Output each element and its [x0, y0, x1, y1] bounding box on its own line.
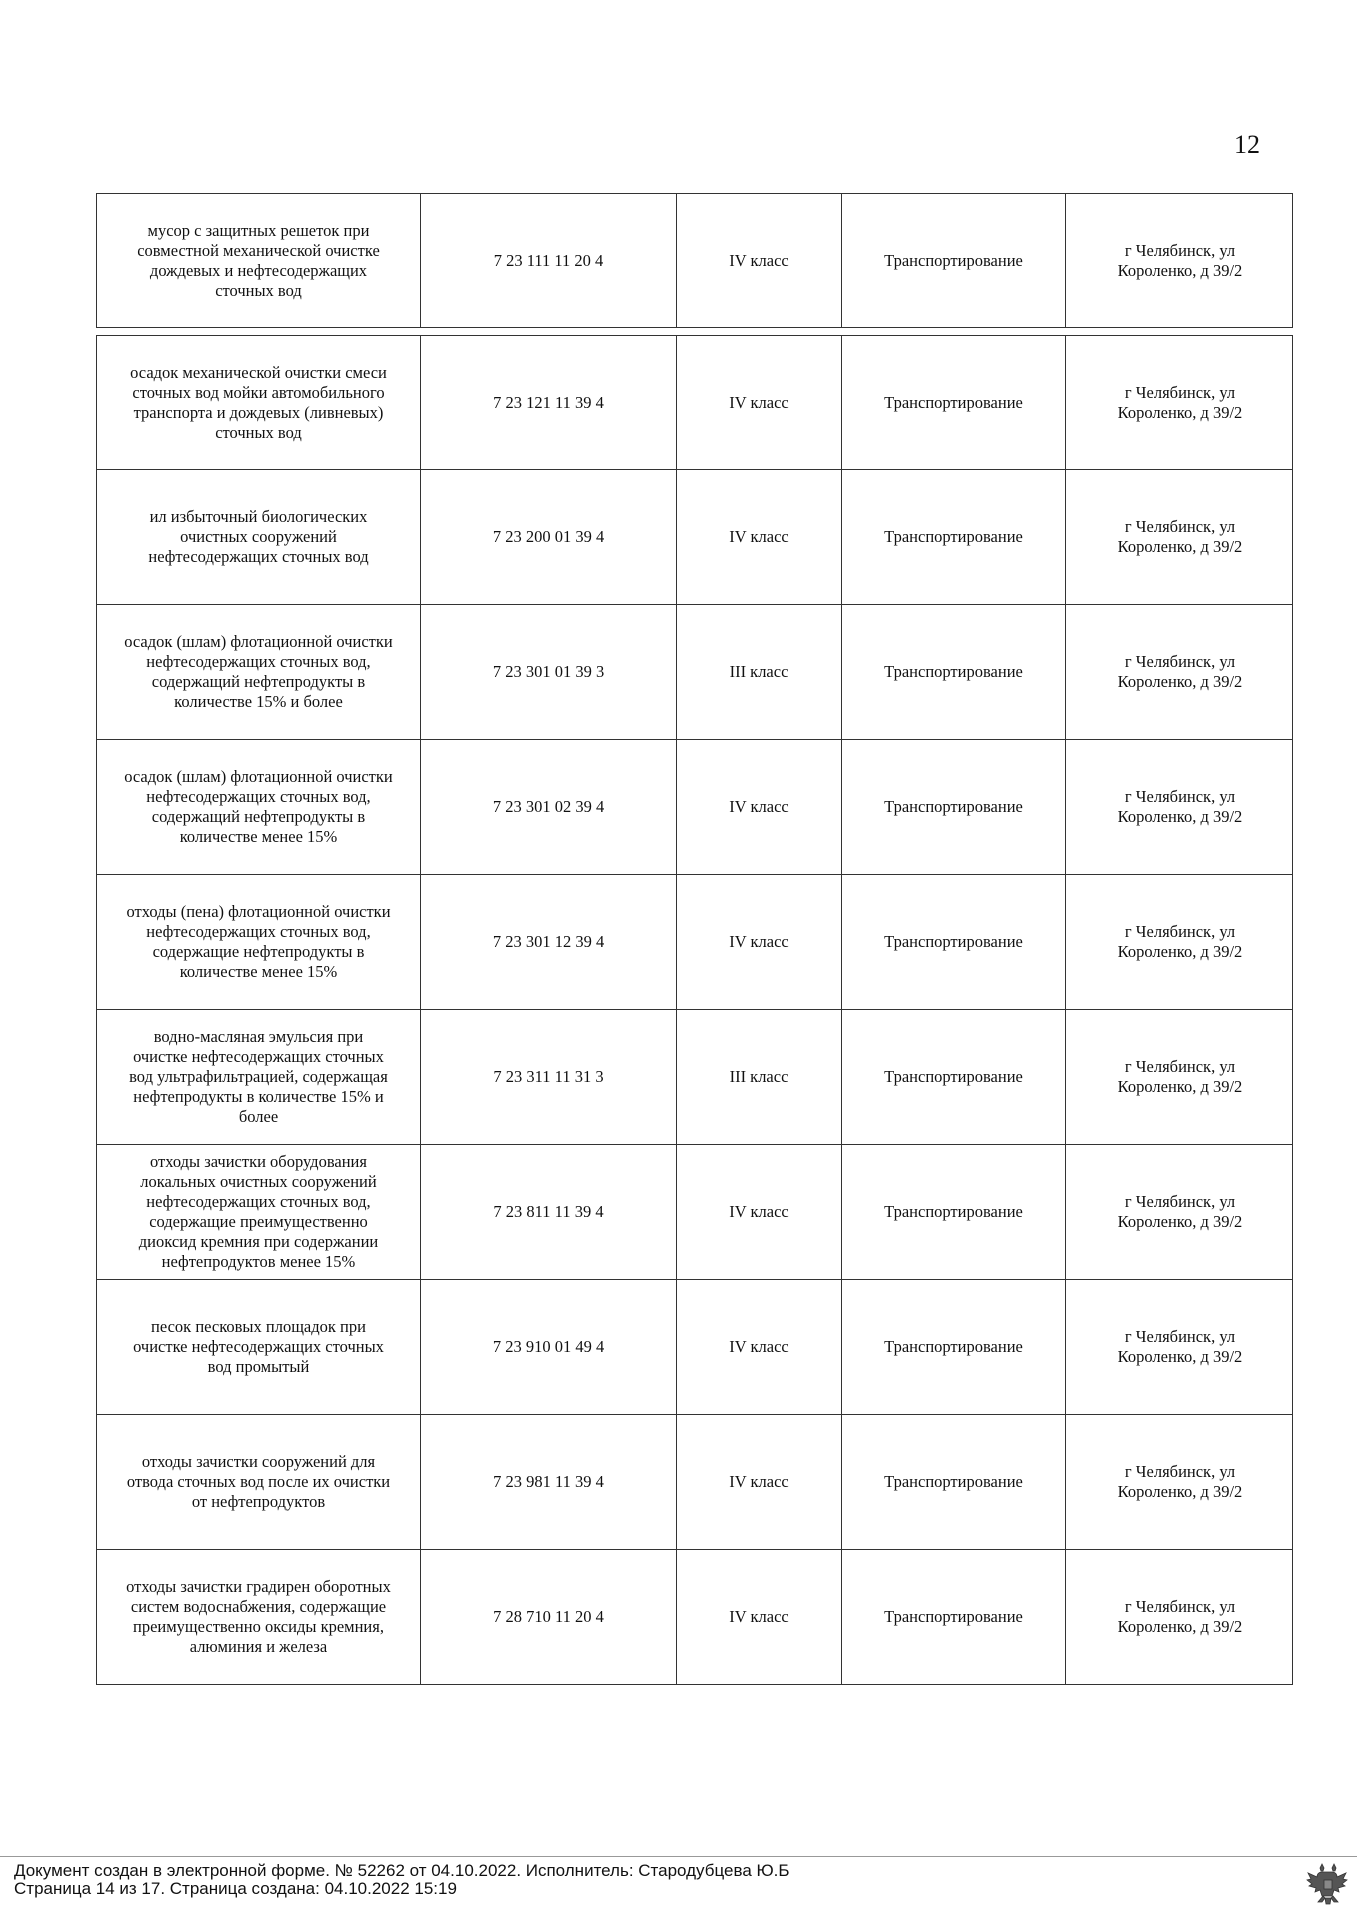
- table-row: [96, 605, 1293, 740]
- waste-name-cell: отходы зачистки градирен оборотных систем водоснабжения, содержащие преимущественно оксиды кремния, алюминия и железа: [97, 1550, 421, 1684]
- table-row: [96, 193, 1293, 328]
- hazard-class-cell: IV класс: [677, 1415, 842, 1549]
- table-row: [96, 470, 1293, 605]
- address-cell: г Челябинск, ул Короленко, д 39/2: [1117, 1327, 1243, 1366]
- table-row: [96, 1010, 1293, 1145]
- waste-name-cell: отходы (пена) флотационной очистки нефтесодержащих сточных вод, содержащие нефтепродукты в количестве менее 15%: [97, 875, 421, 1009]
- table-row: [96, 335, 1293, 470]
- table-row: [96, 1415, 1293, 1550]
- hazard-class-cell: IV класс: [677, 336, 842, 469]
- waste-code-cell: 7 23 811 11 39 4: [421, 1145, 677, 1279]
- hazard-class-cell: IV класс: [677, 1280, 842, 1414]
- waste-code-cell: 7 23 200 01 39 4: [421, 470, 677, 604]
- hazard-class-cell: IV класс: [677, 1145, 842, 1279]
- hazard-class-cell: IV класс: [677, 875, 842, 1009]
- hazard-class-cell: III класс: [677, 605, 842, 739]
- activity-cell: Транспортирование: [842, 1145, 1066, 1279]
- footer-divider: [0, 1856, 1357, 1857]
- activity-cell: Транспортирование: [842, 1280, 1066, 1414]
- table-row: [96, 740, 1293, 875]
- waste-name-cell: мусор с защитных решеток при совместной механической очистке дождевых и нефтесодержащих сточных вод: [97, 194, 421, 327]
- waste-code-cell: 7 23 301 02 39 4: [421, 740, 677, 874]
- activity-cell: Транспортирование: [842, 1415, 1066, 1549]
- address-cell: г Челябинск, ул Короленко, д 39/2: [1117, 1462, 1243, 1501]
- waste-name-cell: ил избыточный биологических очистных сооружений нефтесодержащих сточных вод: [97, 470, 421, 604]
- activity-cell: Транспортирование: [842, 194, 1066, 327]
- table-row: [96, 1145, 1293, 1280]
- hazard-class-cell: IV класс: [677, 194, 842, 327]
- waste-code-cell: 7 28 710 11 20 4: [421, 1550, 677, 1684]
- waste-code-cell: 7 23 311 11 31 3: [421, 1010, 677, 1144]
- address-cell: г Челябинск, ул Короленко, д 39/2: [1117, 787, 1243, 826]
- address-cell: г Челябинск, ул Короленко, д 39/2: [1117, 240, 1243, 280]
- document-footer: [14, 1862, 790, 1898]
- activity-cell: Транспортирование: [842, 1550, 1066, 1684]
- address-cell: г Челябинск, ул Короленко, д 39/2: [1117, 1597, 1243, 1636]
- address-cell: г Челябинск, ул Короленко, д 39/2: [1117, 1057, 1243, 1096]
- hazard-class-cell: III класс: [677, 1010, 842, 1144]
- waste-code-cell: 7 23 910 01 49 4: [421, 1280, 677, 1414]
- activity-cell: Транспортирование: [842, 470, 1066, 604]
- waste-code-cell: 7 23 121 11 39 4: [421, 336, 677, 469]
- table-row: [96, 1280, 1293, 1415]
- table-row: [96, 875, 1293, 1010]
- waste-code-cell: 7 23 301 01 39 3: [421, 605, 677, 739]
- table-row: [96, 1550, 1293, 1685]
- waste-name-cell: отходы зачистки оборудования локальных очистных сооружений нефтесодержащих сточных вод, содержащие преимущественно диоксид кремния при содержании нефтепродуктов менее 15%: [97, 1145, 421, 1279]
- waste-name-cell: водно-масляная эмульсия при очистке нефтесодержащих сточных вод ультрафильтрацией, содержащая нефтепродукты в количестве 15% и более: [97, 1010, 421, 1144]
- waste-name-cell: осадок механической очистки смеси сточных вод мойки автомобильного транспорта и дождевых (ливневых) сточных вод: [97, 336, 421, 469]
- hazard-class-cell: IV класс: [677, 470, 842, 604]
- hazard-class-cell: IV класс: [677, 1550, 842, 1684]
- activity-cell: Транспортирование: [842, 1010, 1066, 1144]
- address-cell: г Челябинск, ул Короленко, д 39/2: [1117, 517, 1243, 556]
- footer-page-info: Страница 14 из 17. Страница создана: 04.10.2022 15:19: [14, 1879, 457, 1898]
- address-cell: г Челябинск, ул Короленко, д 39/2: [1117, 922, 1243, 961]
- address-cell: г Челябинск, ул Короленко, д 39/2: [1117, 1192, 1243, 1231]
- activity-cell: Транспортирование: [842, 875, 1066, 1009]
- footer-document-info: Документ создан в электронной форме. № 52262 от 04.10.2022. Исполнитель: Стародубцева Ю.Б: [14, 1861, 790, 1880]
- activity-cell: Транспортирование: [842, 605, 1066, 739]
- waste-code-cell: 7 23 981 11 39 4: [421, 1415, 677, 1549]
- waste-name-cell: осадок (шлам) флотационной очистки нефтесодержащих сточных вод, содержащий нефтепродукты в количестве 15% и более: [97, 605, 421, 739]
- address-cell: г Челябинск, ул Короленко, д 39/2: [1117, 382, 1243, 422]
- hazard-class-cell: IV класс: [677, 740, 842, 874]
- waste-name-cell: песок песковых площадок при очистке нефтесодержащих сточных вод промытый: [97, 1280, 421, 1414]
- double-headed-eagle-emblem-icon: [1306, 1862, 1350, 1908]
- waste-name-cell: осадок (шлам) флотационной очистки нефтесодержащих сточных вод, содержащий нефтепродукты в количестве менее 15%: [97, 740, 421, 874]
- waste-code-cell: 7 23 111 11 20 4: [421, 194, 677, 327]
- address-cell: г Челябинск, ул Короленко, д 39/2: [1117, 652, 1243, 691]
- activity-cell: Транспортирование: [842, 336, 1066, 469]
- activity-cell: Транспортирование: [842, 740, 1066, 874]
- waste-code-cell: 7 23 301 12 39 4: [421, 875, 677, 1009]
- page-number: 12: [1234, 130, 1260, 159]
- waste-table: [96, 193, 1293, 1685]
- waste-name-cell: отходы зачистки сооружений для отвода сточных вод после их очистки от нефтепродуктов: [97, 1415, 421, 1549]
